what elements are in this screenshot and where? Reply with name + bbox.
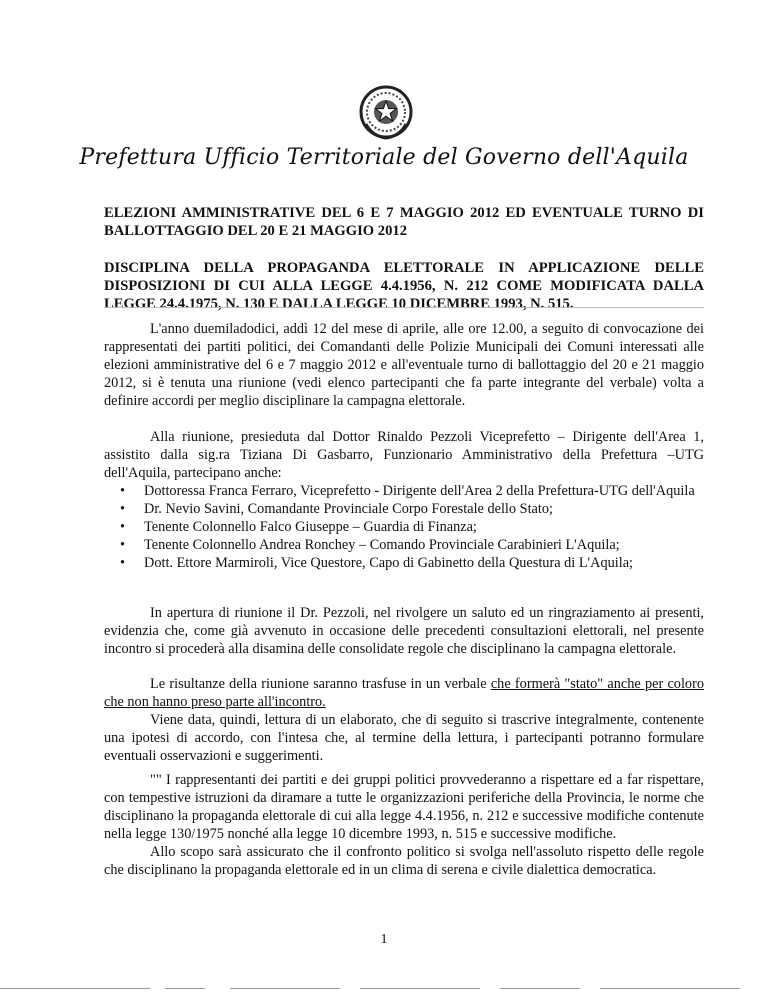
paragraph-text: L'anno duemiladodici, addì 12 del mese di aprile, alle ore 12.00, a seguito di convocazione dei rappresentati dei partiti politici, dei Comandanti delle Polizie Municipali dei Comuni interessati alle elezioni amministrative del 6 e 7 maggio 2012 e all'eventuale turno di ballottaggio del 20 e 21 maggio 2012, si è tenuta una riunione (vedi elenco partecipanti che fa parte integrante del verbale) volta a definire accordi per meglio disciplinare la campagna elettorale.	[104, 321, 704, 409]
section-divider	[104, 307, 704, 308]
paragraph-agreement	[104, 771, 704, 843]
bullet-icon: •	[120, 483, 126, 499]
italian-republic-emblem-icon	[358, 84, 414, 140]
bullet-icon: •	[120, 501, 126, 517]
paragraph-minutes	[104, 675, 704, 711]
paragraph-text: "" I rappresentanti dei partiti e dei gruppi politici provvederanno a rispettare ed a far rispettare, con tempestive istruzioni da diramare a tutte le organizzazioni periferiche della Provincia, le norme che disciplinano la propaganda elettorale di cui alla legge 4.4.1956, n. 212 e successive modifiche contenute nella legge 130/1975 nonché alla legge 10 dicembre 1993, n. 515 e successive modifiche.	[104, 772, 704, 842]
bullet-icon: •	[120, 537, 126, 553]
paragraph-text: In apertura di riunione il Dr. Pezzoli, nel rivolgere un saluto ed un ringraziamento ai presenti, evidenzia che, come già avvenuto in occasione delle precedenti consultazioni elettorali, nel presente incontro si procederà alla disamina delle consolidate regole che disciplinano la campagna elettorale.	[104, 605, 704, 657]
paragraph-text: Allo scopo sarà assicurato che il confronto politico si svolga nell'assoluto rispetto delle regole che disciplinano la propaganda elettorale ed in un clima di serena e civile dialettica democratica.	[104, 844, 704, 878]
paragraph-text: Le risultanze della riunione saranno trasfuse in un verbale	[150, 676, 491, 692]
page-number: 1	[380, 932, 388, 947]
election-heading: ELEZIONI AMMINISTRATIVE DEL 6 E 7 MAGGIO 2012 ED EVENTUALE TURNO DI BALLOTTAGGIO DEL 20 E 21 MAGGIO 2012	[104, 205, 704, 239]
list-item: • Dott. Ettore Marmiroli, Vice Questore, Capo di Gabinetto della Questura di L'Aquila;	[120, 555, 634, 571]
participants-list	[120, 482, 704, 572]
paragraph-text: Viene data, quindi, lettura di un elaborato, che di seguito si trascrive integralmente, contenente una ipotesi di accordo, con l'intesa che, al termine della lettura, i partecipanti potranno formulare eventuali osservazioni e suggerimenti.	[104, 712, 704, 764]
list-item: • Tenente Colonnello Andrea Ronchey – Comando Provinciale Carabinieri L'Aquila;	[120, 537, 620, 553]
paragraph-purpose	[104, 843, 704, 879]
list-item: • Dr. Nevio Savini, Comandante Provinciale Corpo Forestale dello Stato;	[120, 501, 553, 517]
bullet-icon: •	[120, 519, 126, 535]
list-item: • Tenente Colonnello Falco Giuseppe – Guardia di Finanza;	[120, 519, 477, 535]
bullet-icon: •	[120, 555, 126, 571]
subject-heading: DISCIPLINA DELLA PROPAGANDA ELETTORALE IN APPLICAZIONE DELLE DISPOSIZIONI DI CUI ALLA LEGGE 4.4.1956, N. 212 COME MODIFICATA DALLA LEGGE 24.4.1975, N. 130 E DALLA LEGGE 10 DICEMBRE 1993, N. 515.	[104, 260, 704, 312]
office-title: Prefettura Ufficio Territoriale del Governo dell'Aquila	[79, 145, 689, 170]
paragraph-opening	[104, 604, 704, 658]
paragraph-chair	[104, 428, 704, 482]
underlined-text: che formerà "stato" anche per coloro che non hanno preso parte all'incontro.	[104, 676, 704, 710]
scan-edge-line	[0, 988, 768, 990]
paragraph-text: Alla riunione, presieduta dal Dottor Rinaldo Pezzoli Viceprefetto – Dirigente dell'Area 1, assistito dalla sig.ra Tiziana Di Gasbarro, Funzionario Amministrativo della Prefettura –UTG dell'Aquila, partecipano anche:	[104, 429, 704, 481]
paragraph-meeting-intro	[104, 320, 704, 410]
list-item: • Dottoressa Franca Ferraro, Viceprefetto - Dirigente dell'Area 2 della Prefettura-UTG dell'Aquila	[120, 483, 695, 499]
paragraph-reading	[104, 711, 704, 765]
